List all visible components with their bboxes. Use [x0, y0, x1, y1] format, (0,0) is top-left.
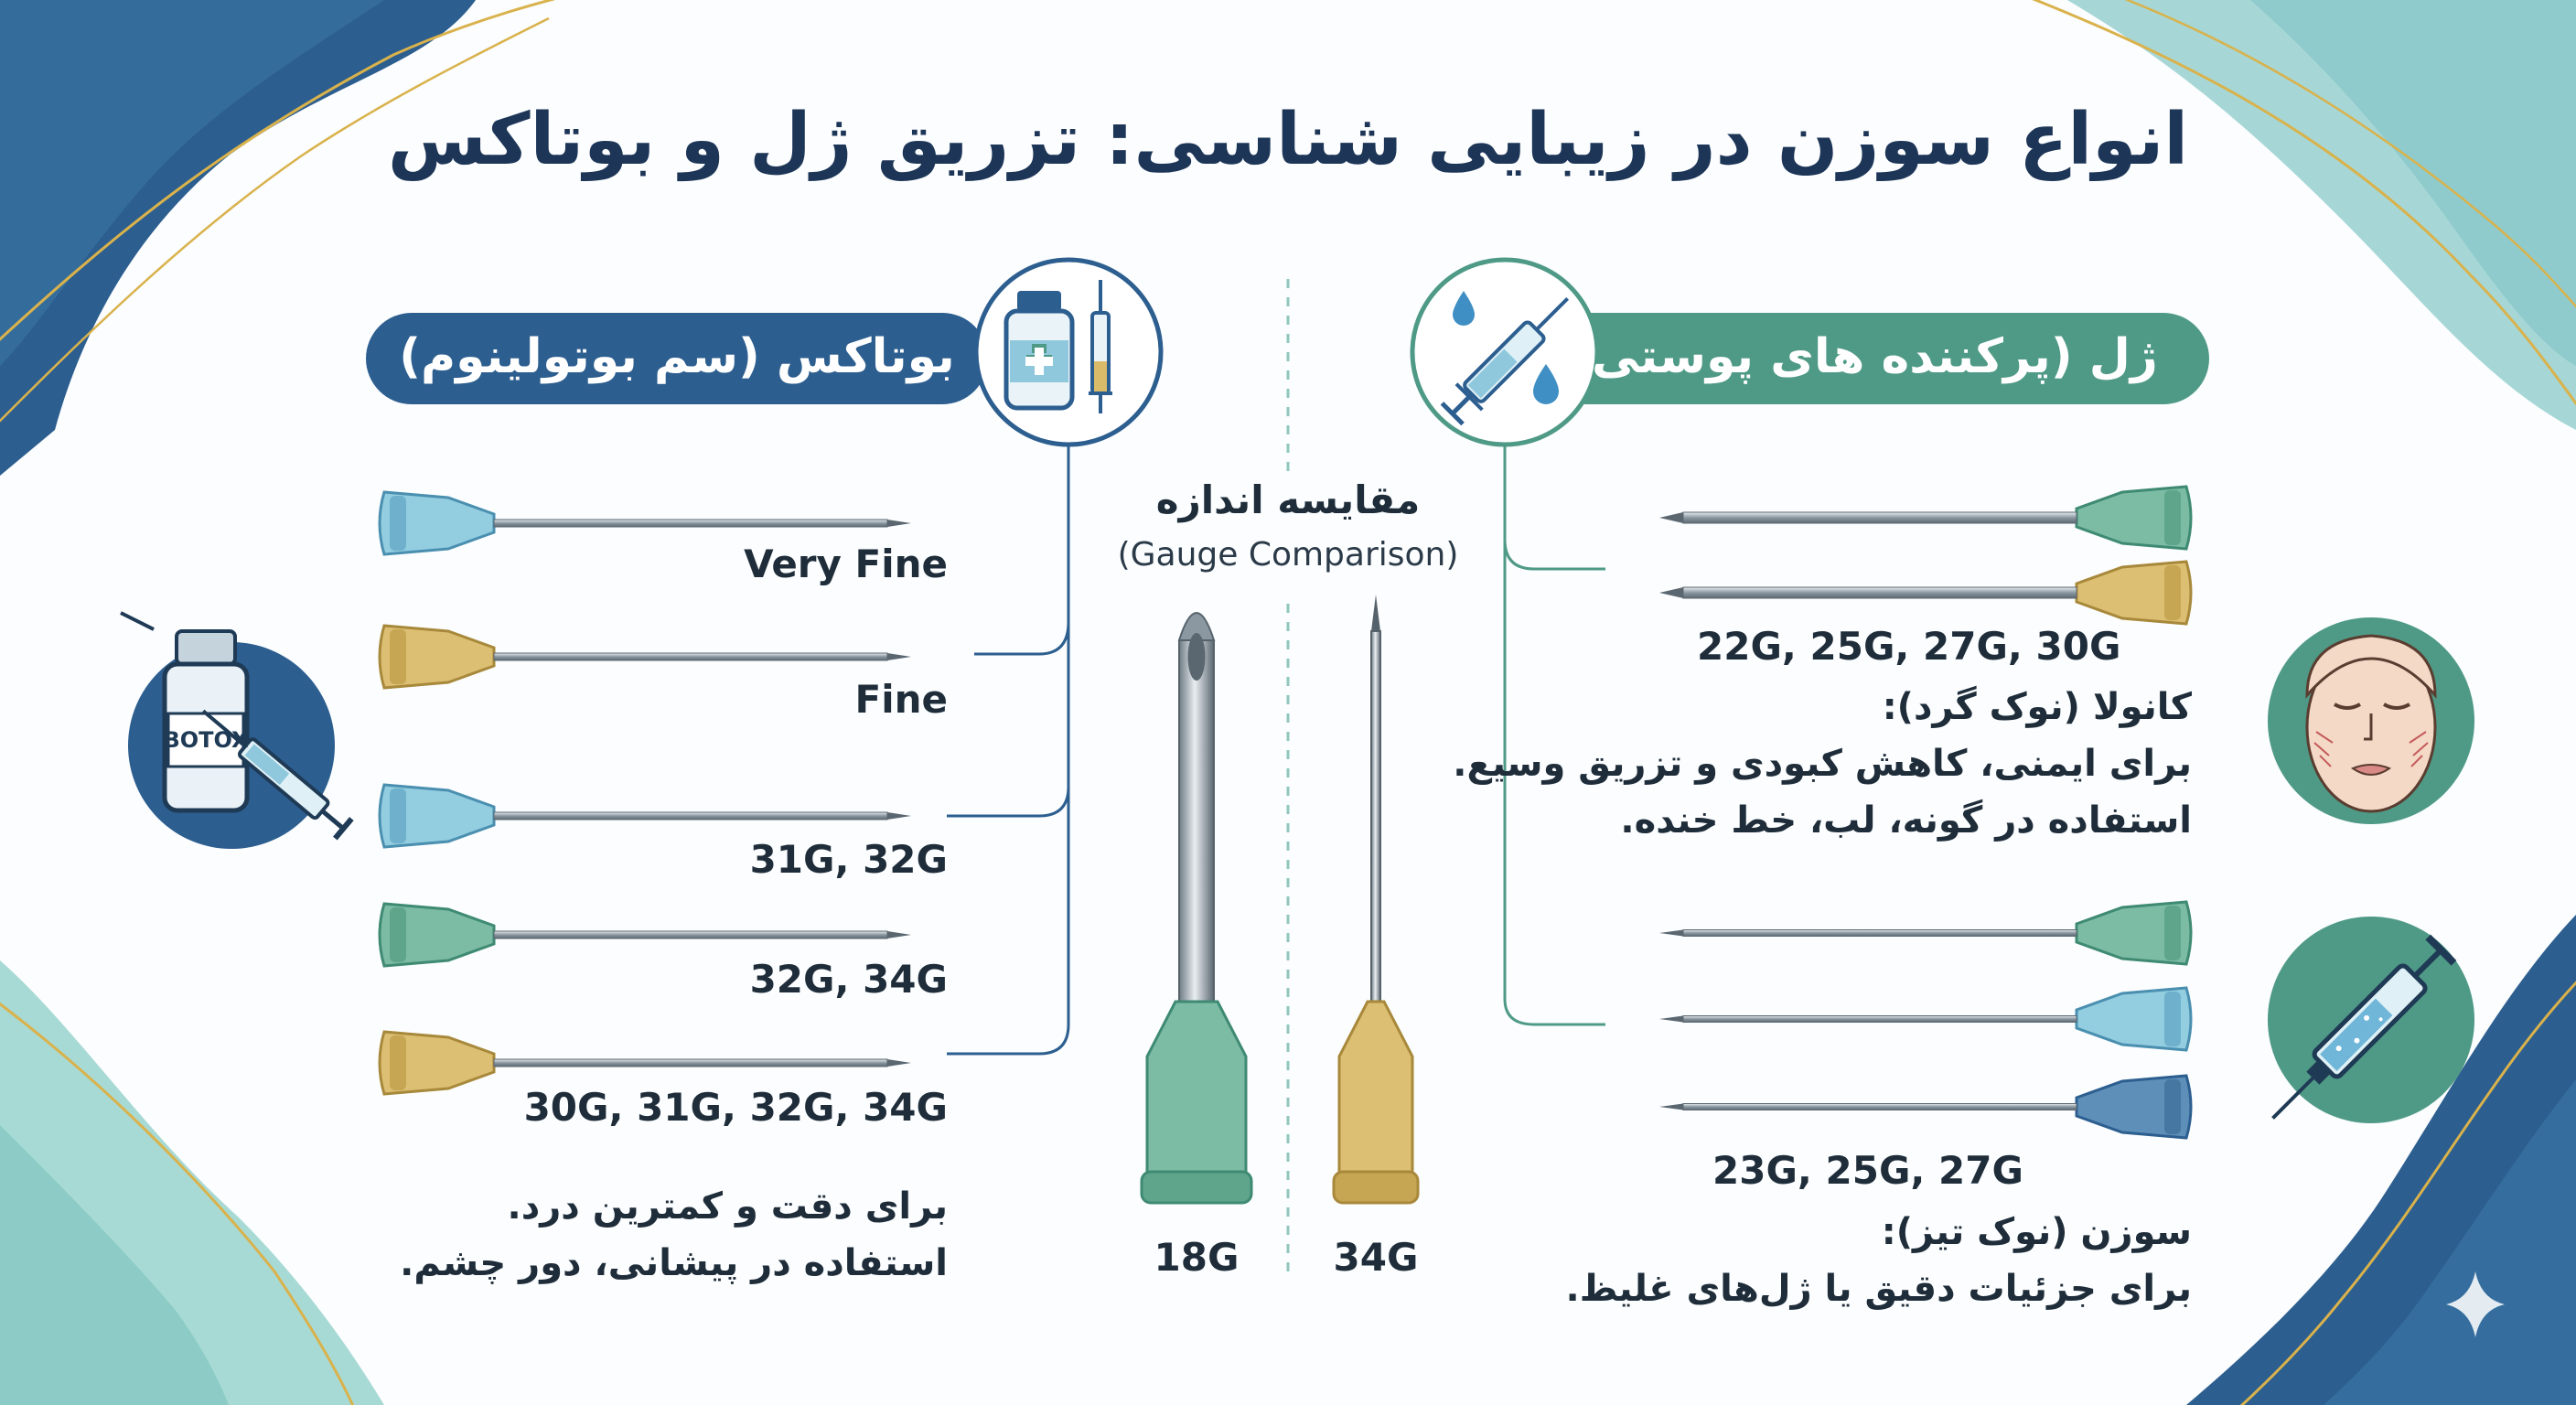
page-title: انواع سوزن در زیبایی شناسی: تزریق ژل و بوتاکس	[387, 99, 2189, 181]
cannula-desc-line-1: برای ایمنی، کاهش کبودی و تزریق وسیع.	[1453, 743, 2192, 785]
gauge-needle-34g	[1334, 595, 1418, 1203]
botox-desc-line-2: استفاده در پیشانی، دور چشم.	[400, 1242, 948, 1284]
sharp-needle-sizes: 23G, 25G, 27G	[1712, 1148, 2023, 1193]
botox-connector-lines	[947, 445, 1068, 1054]
botox-needle-label-1: Very Fine	[744, 542, 948, 586]
comparison-label-18g: 18G	[1154, 1235, 1240, 1280]
cannula-needle-2	[1659, 562, 2191, 624]
sharp-needle-2	[1659, 988, 2191, 1050]
gel-connector-lines	[1505, 445, 1605, 1024]
cannula-sizes: 22G, 25G, 27G, 30G	[1697, 624, 2121, 669]
botox-needle-2	[380, 626, 911, 688]
botox-needle-label-5: 30G, 31G, 32G, 34G	[523, 1085, 948, 1130]
gauge-comparison-visual	[1142, 595, 1418, 1203]
botox-needle-label-4: 32G, 34G	[749, 957, 948, 1002]
sharp-needle-1	[1659, 902, 2191, 964]
sharp-needle-title: سوزن (نوک تیز):	[1881, 1211, 2192, 1253]
botox-needle-label-2: Fine	[854, 677, 948, 722]
vial-and-syringe-icon	[976, 260, 1161, 445]
comparison-subtitle: (Gauge Comparison)	[1117, 536, 1459, 574]
sharp-needle-3	[1659, 1076, 2191, 1138]
syringe-icon	[2259, 917, 2474, 1132]
face-icon	[2268, 617, 2474, 824]
cannula-needle-1	[1659, 487, 2191, 549]
sharp-needle-desc-line-1: برای جزئیات دقیق یا ژل‌های غلیظ.	[1565, 1268, 2192, 1310]
comparison-label-34g: 34G	[1333, 1235, 1419, 1280]
botox-vial-label: BOTOX	[163, 727, 249, 753]
botox-header-label: بوتاکس (سم بوتولینوم)	[399, 329, 955, 384]
gel-header-label: ژل (پرکننده های پوستی)	[1570, 329, 2158, 384]
botox-needle-label-3: 31G, 32G	[749, 837, 948, 882]
cannula-desc-line-2: استفاده در گونه، لب، خط خنده.	[1620, 799, 2192, 842]
botox-desc-line-1: برای دقت و کمترین درد.	[507, 1185, 948, 1228]
cannula-title: کانولا (نوک گرد):	[1882, 686, 2192, 728]
comparison-title: مقایسه اندازه	[1155, 477, 1421, 522]
gauge-needle-18g	[1142, 613, 1251, 1203]
